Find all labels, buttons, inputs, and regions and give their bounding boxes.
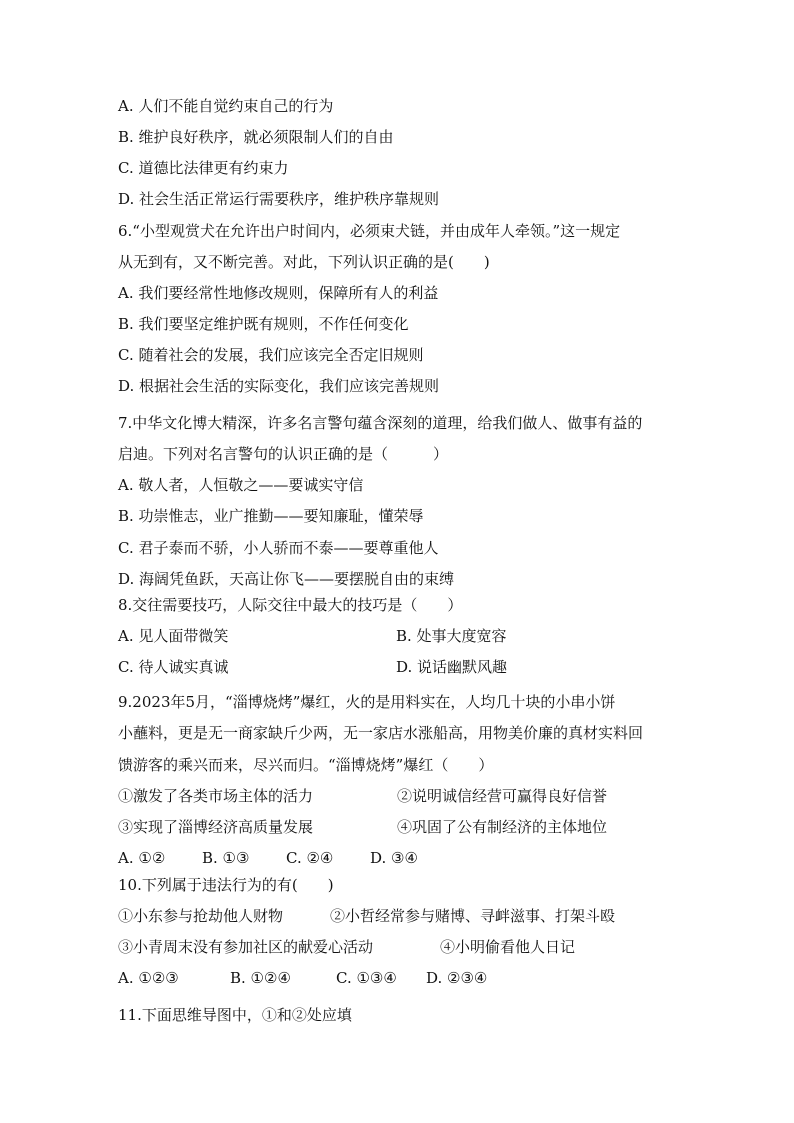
q8-stem: 8.交往需要技巧，人际交往中最大的技巧是（ ） [118, 596, 463, 614]
q5-option-a: A. 人们不能自觉约束自己的行为 [118, 97, 334, 115]
q6-stem-line1: 6.“小型观赏犬在允许出户时间内，必须束犬链，并由成年人牵领。”这一规定 [118, 222, 621, 240]
q6-stem-line2: 从无到有，又不断完善。对此，下列认识正确的是( ) [118, 253, 490, 271]
q7-stem-line2: 启迪。下列对名言警句的认识正确的是（ ） [118, 445, 449, 463]
q10-option-c: C. ①③④ [336, 969, 397, 987]
q7-option-c: C. 君子泰而不骄，小人骄而不泰——要尊重他人 [118, 539, 439, 557]
q9-stem-line3: 馈游客的乘兴而来，尽兴而归。“淄博烧烤”爆红（ ） [118, 756, 494, 774]
q9-statement-1: ①激发了各类市场主体的活力 [118, 787, 314, 805]
q6-option-c: C. 随着社会的发展，我们应该完全否定旧规则 [118, 346, 424, 364]
q5-option-b: B. 维护良好秩序，就必须限制人们的自由 [118, 128, 394, 146]
q9-option-d: D. ③④ [370, 849, 418, 867]
q10-statement-1: ①小东参与抢劫他人财物 [118, 907, 284, 925]
q7-option-a: A. 敬人者，人恒敬之——要诚实守信 [118, 476, 364, 494]
q9-stem-line1: 9.2023年5月，“淄博烧烤”爆红，火的是用料实在，人均几十块的小串小饼 [118, 693, 616, 711]
q9-statement-2: ②说明诚信经营可赢得良好信誉 [397, 787, 608, 805]
q9-stem-line2: 小蘸料，更是无一商家缺斤少两，无一家店水涨船高，用物美价廉的真材实料回 [118, 724, 644, 742]
q10-option-d: D. ②③④ [426, 969, 488, 987]
q9-statement-3: ③实现了淄博经济高质量发展 [118, 818, 314, 836]
q5-option-c: C. 道德比法律更有约束力 [118, 159, 289, 177]
q10-option-b: B. ①②④ [230, 969, 291, 987]
q9-option-c: C. ②④ [286, 849, 334, 867]
q8-option-a: A. 见人面带微笑 [118, 627, 229, 645]
q5-option-d: D. 社会生活正常运行需要秩序，维护秩序靠规则 [118, 190, 440, 208]
q6-option-d: D. 根据社会生活的实际变化，我们应该完善规则 [118, 377, 440, 395]
q7-option-b: B. 功崇惟志，业广推勤——要知廉耻，懂荣辱 [118, 507, 424, 525]
q10-option-a: A. ①②③ [118, 969, 179, 987]
q9-option-a: A. ①② [118, 849, 166, 867]
q8-option-c: C. 待人诚实真诚 [118, 658, 229, 676]
q9-statement-4: ④巩固了公有制经济的主体地位 [397, 818, 608, 836]
q6-option-a: A. 我们要经常性地修改规则，保障所有人的利益 [118, 284, 439, 302]
q9-option-b: B. ①③ [202, 849, 250, 867]
q10-statement-4: ④小明偷看他人日记 [440, 938, 576, 956]
q10-statement-3: ③小青周末没有参加社区的献爱心活动 [118, 938, 374, 956]
q10-statement-2: ②小哲经常参与赌博、寻衅滋事、打架斗殴 [330, 907, 616, 925]
q8-option-d: D. 说话幽默风趣 [396, 658, 508, 676]
q6-option-b: B. 我们要坚定维护既有规则，不作任何变化 [118, 315, 409, 333]
q10-stem: 10.下列属于违法行为的有( ) [118, 876, 334, 894]
q8-option-b: B. 处事大度宽容 [396, 627, 507, 645]
q11-stem: 11.下面思维导图中，①和②处应填 [118, 1006, 352, 1024]
q7-option-d: D. 海阔凭鱼跃，天高让你飞——要摆脱自由的束缚 [118, 570, 455, 588]
q7-stem-line1: 7.中华文化博大精深，许多名言警句蕴含深刻的道理，给我们做人、做事有益的 [118, 414, 643, 432]
